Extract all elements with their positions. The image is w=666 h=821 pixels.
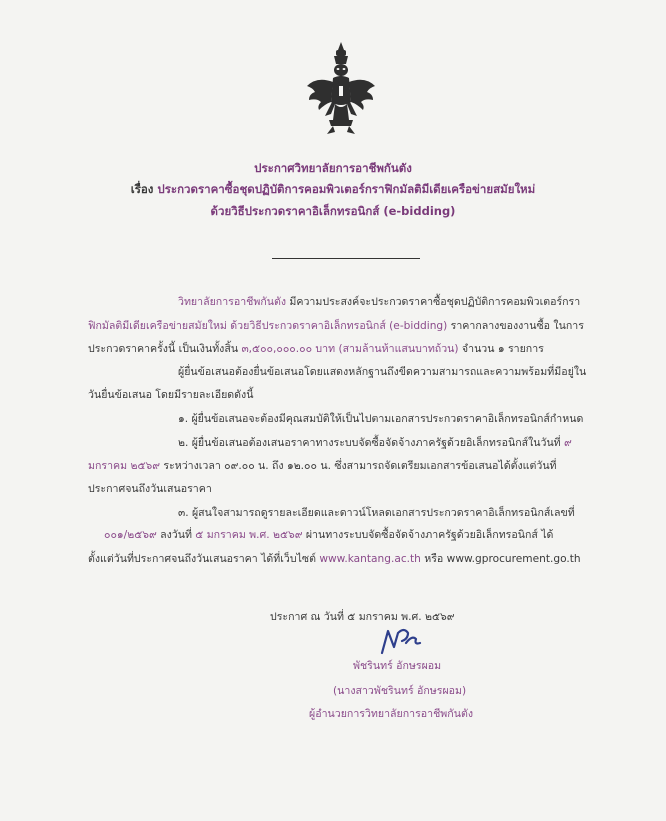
- signer-position-text: ผู้อำนวยการวิทยาลัยการอาชีพกันตัง: [309, 708, 474, 720]
- dated-label: ลงวันที่: [156, 529, 192, 541]
- item-2-text: ๒. ผู้ยื่นข้อเสนอต้องเสนอราคาทางระบบจัดซื้อจัดจ้างภาครัฐด้วยอิเล็กทรอนิกส์ในวันที่: [178, 437, 561, 449]
- document-date: ๕ มกราคม พ.ศ. ๒๕๖๙: [191, 529, 303, 541]
- announce-date: [270, 610, 454, 624]
- paragraph-1-line-2: [88, 319, 584, 333]
- p1-l2-text: ราคากลางของงานซื้อ ในการ: [447, 320, 584, 332]
- bid-time-text: ระหว่างเวลา ๐๙.๐๐ น. ถึง ๑๒.๐๐ น. ซึ่งสามารถจัดเตรียมเอกสารข้อเสนอได้ตั้งแต่วันที่: [159, 460, 557, 472]
- item-2-line-3: [88, 482, 212, 496]
- announcement-subject: [60, 181, 606, 199]
- project-name: ฟิกมัลติมีเดียเครือข่ายสมัยใหม่: [88, 320, 227, 332]
- paragraph-1-line-3: [88, 342, 544, 356]
- announcement-method: [60, 203, 606, 221]
- kantang-website-link[interactable]: www.kantang.ac.th: [315, 553, 421, 565]
- handwritten-signature: [378, 625, 422, 659]
- gprocurement-website-link[interactable]: หรือ www.gprocurement.go.th: [420, 553, 581, 565]
- signer-position: [309, 707, 473, 721]
- garuda-emblem: [303, 40, 379, 136]
- method-inline: ด้วยวิธีประกวดราคาอิเล็กทรอนิกส์ (e-bidding): [226, 320, 448, 332]
- item-2-tail: ประกาศจนถึงวันเสนอราคา: [88, 483, 212, 495]
- paragraph-2-line-2: [88, 388, 253, 402]
- paragraph-1-line-1: [178, 295, 580, 309]
- p1-l3-text: ประกวดราคาครั้งนี้ เป็นเงินทั้งสิ้น: [88, 343, 239, 355]
- p1-l1-text: มีความประสงค์จะประกวดราคาซื้อชุดปฏิบัติการคอมพิวเตอร์กรา: [286, 296, 581, 308]
- method-text: ด้วยวิธีประกวดราคาอิเล็กทรอนิกส์ (e-bidding): [210, 204, 456, 218]
- item-2-line-2: [88, 459, 557, 473]
- budget-amount: ๓,๕๐๐,๐๐๐.๐๐ บาท (สามล้านห้าแสนบาทถ้วน): [238, 343, 459, 355]
- paragraph-2-line-1: [178, 365, 586, 379]
- p2-l2-text: วันยื่นข้อเสนอ โดยมีรายละเอียดดังนี้: [88, 389, 254, 401]
- item-3-text: ๓. ผู้สนใจสามารถดูรายละเอียดและดาวน์โหลดเอกสารประกวดราคาอิเล็กทรอนิกส์เลขที่: [178, 507, 575, 519]
- item-3-tail: ตั้งแต่วันที่ประกาศจนถึงวันเสนอราคา ได้ที่เว็บไซต์: [88, 553, 316, 565]
- signer-name: [353, 659, 441, 673]
- item-2-line-1: [178, 436, 572, 450]
- item-3-mid: ผ่านทางระบบจัดซื้อจัดจ้างภาครัฐด้วยอิเล็กทรอนิกส์ ได้: [302, 529, 554, 541]
- date-label: ประกาศ ณ วันที่: [270, 611, 344, 623]
- title-divider: [272, 258, 420, 259]
- bid-day: ๙: [560, 437, 572, 449]
- subject-text: ประกวดราคาซื้อชุดปฏิบัติการคอมพิวเตอร์กราฟิกมัลติมีเดียเครือข่ายสมัยใหม่: [157, 182, 536, 196]
- item-count: จำนวน ๑ รายการ: [458, 343, 544, 355]
- date-value: ๕ มกราคม พ.ศ. ๒๕๖๙: [343, 611, 455, 623]
- subject-label: เรื่อง: [130, 182, 154, 196]
- item-3-line-1: [178, 506, 575, 520]
- signer-full-name: [333, 684, 466, 698]
- item-3-line-2: [104, 528, 553, 542]
- item-3-line-3: [88, 552, 581, 566]
- signer-name-text: พัชรินทร์ อักษรผอม: [353, 660, 442, 672]
- org-name: วิทยาลัยการอาชีพกันตัง: [178, 296, 287, 308]
- document-number: ๐๐๑/๒๕๖๙: [104, 529, 157, 541]
- p2-l1-text: ผู้ยื่นข้อเสนอต้องยื่นข้อเสนอโดยแสดงหลักฐานถึงขีดความสามารถและความพร้อมที่มีอยู่ใน: [178, 366, 587, 378]
- bid-month-year: มกราคม ๒๕๖๙: [88, 460, 160, 472]
- item-1-text: ๑. ผู้ยื่นข้อเสนอจะต้องมีคุณสมบัติให้เป็นไปตามเอกสารประกวดราคาอิเล็กทรอนิกส์กำหนด: [178, 413, 584, 425]
- announcement-title-text: ประกาศวิทยาลัยการอาชีพกันตัง: [254, 161, 412, 175]
- item-1: [178, 412, 583, 426]
- signer-full-name-text: (นางสาวพัชรินทร์ อักษรผอม): [333, 685, 467, 697]
- announcement-title: [60, 160, 606, 178]
